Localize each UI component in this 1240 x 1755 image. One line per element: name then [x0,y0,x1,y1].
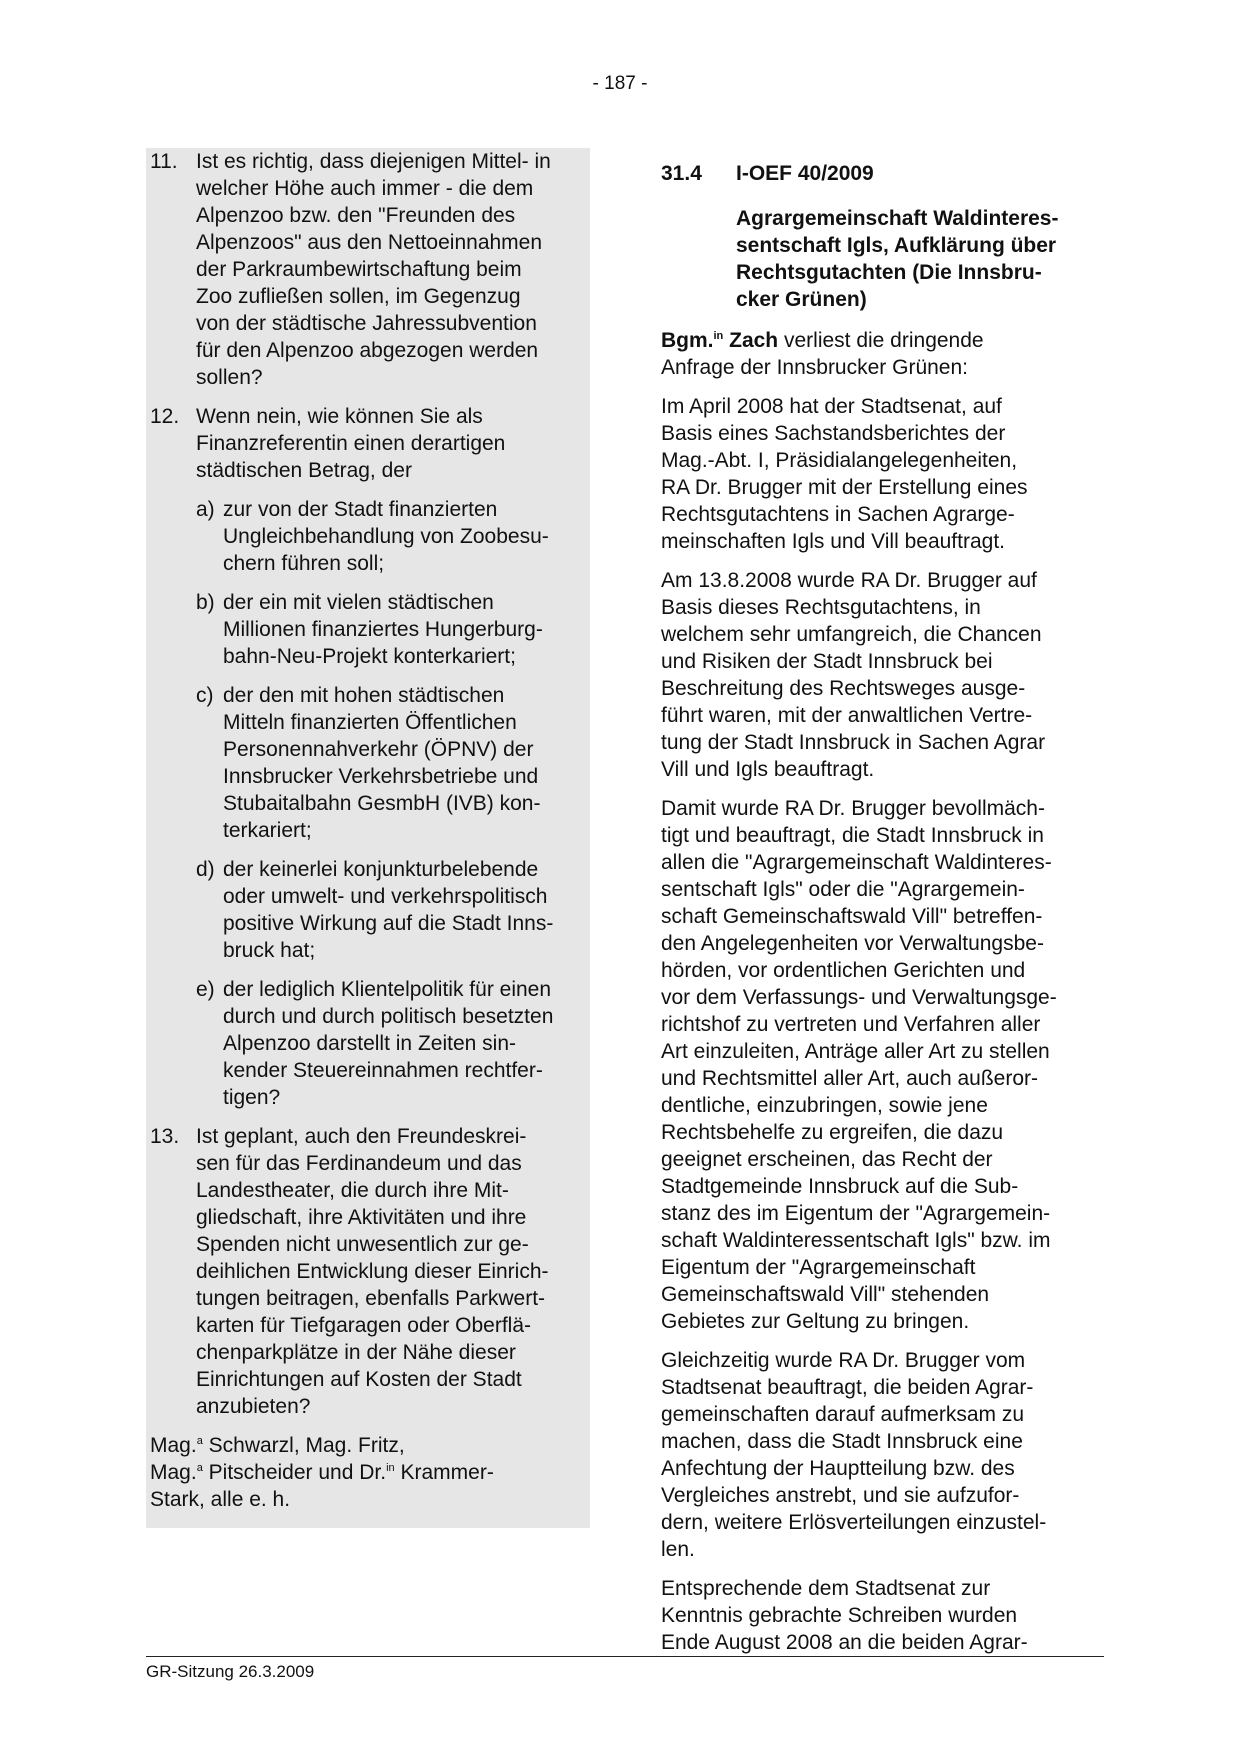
text-line: der lediglich Klientelpolitik für einen [223,978,552,1001]
text-line: chenparkplätze in der Nähe dieser [196,1341,516,1364]
signatory-line: Stark, alle e. h. [150,1488,291,1511]
text-line: sollen? [196,366,263,389]
text-line: len. [661,1538,695,1561]
text-line: RA Dr. Brugger mit der Erstellung eines [661,476,1028,499]
sub-item-letter: d) [196,858,215,881]
signatories [150,1432,590,1513]
question-13 [146,1123,590,1420]
text-line: und Risiken der Stadt Innsbruck bei [661,650,993,673]
text-line: Mitteln finanzierten Öffentlichen [223,711,517,734]
text-line: Ist es richtig, dass diejenigen Mittel- in [196,150,551,173]
paragraph [661,393,1101,555]
text-line: durch und durch politisch besetzten [223,1005,554,1028]
text-line: Stadtgemeinde Innsbruck auf die Sub- [661,1175,1019,1198]
text-line: städtischen Betrag, der [196,459,412,482]
text-line: Landestheater, die durch ihre Mit- [196,1179,509,1202]
text-line: hörden, vor ordentlichen Gerichten und [661,959,1026,982]
text-line: vor dem Verfassungs- und Verwaltungsge- [661,986,1057,1009]
text-line: meinschaften Igls und Vill beauftragt. [661,530,1005,553]
text-line: Im April 2008 hat der Stadtsenat, auf [661,395,1002,418]
text-line: stanz des im Eigentum der "Agrargemein- [661,1202,1051,1225]
paragraph [661,795,1101,1335]
sub-item-letter: b) [196,591,215,614]
text-line: Anfechtung der Hauptteilung bzw. des [661,1457,1015,1480]
text-line: tung der Stadt Innsbruck in Sachen Agrar [661,731,1046,754]
paragraph [661,567,1101,783]
sub-item-b [196,589,584,670]
text-line: Spenden nicht unwesentlich zur ge- [196,1233,529,1256]
text-fragment: Schwarzl, Mag. Fritz, [202,1434,405,1457]
text-line: Alpenzoo bzw. den "Freunden des [196,204,516,227]
text-line: deihlichen Entwicklung dieser Einrich- [196,1260,549,1283]
text-line: Rechtsgutachtens in Sachen Agrarge- [661,503,1015,526]
text-line: kender Steuereinnahmen rechtfer- [223,1059,543,1082]
text-line: führt waren, mit der anwaltlichen Vertre- [661,704,1033,727]
text-line: cker Grünen) [736,288,867,311]
text-line: Vill und Igls beauftragt. [661,758,875,781]
inquiry-questions-box [146,148,590,1528]
superscript: a [196,1462,203,1474]
text-line: sentschaft Igls, Aufklärung über [736,234,1057,257]
sub-item-letter: c) [196,684,214,707]
footer-divider [146,1656,1104,1657]
text-line: Agrargemeinschaft Waldinteres- [736,207,1059,230]
text-line: Finanzreferentin einen derartigen [196,432,506,455]
question-11 [146,148,590,391]
text-line: Eigentum der "Agrargemeinschaft [661,1256,976,1279]
text-line: der Parkraumbewirtschaftung beim [196,258,522,281]
intro-paragraph [661,327,1101,381]
section-number: 31.4 [661,162,702,185]
text-line: tigt und beauftragt, die Stadt Innsbruck in [661,824,1044,847]
text-line: Alpenzoo darstellt in Zeiten sin- [223,1032,516,1055]
text-line: gliedschaft, ihre Aktivitäten und ihre [196,1206,527,1229]
paragraph [661,1347,1101,1563]
text-line: Ist geplant, auch den Freundeskrei- [196,1125,527,1148]
agenda-section [661,160,1101,1656]
sub-item-d [196,856,584,964]
text-line: der ein mit vielen städtischen [223,591,494,614]
text-fragment: Mag. [150,1434,197,1457]
text-fragment: Mag. [150,1461,197,1484]
question-text [196,403,590,1111]
sub-item-c [196,682,584,844]
text-line: dern, weitere Erlösverteilungen einzustel- [661,1511,1047,1534]
text-line: schaft Waldinteressentschaft Igls" bzw. im [661,1229,1051,1252]
text-line: zur von der Stadt finanzierten [223,498,498,521]
text-line: welchem sehr umfangreich, die Chancen [661,623,1042,646]
text-line: der den mit hohen städtischen [223,684,505,707]
text-line: karten für Tiefgaragen oder Oberflä- [196,1314,532,1337]
text-line: Gleichzeitig wurde RA Dr. Brugger vom [661,1349,1026,1372]
text-line: Kenntnis gebrachte Schreiben wurden [661,1604,1018,1627]
text-line: richtshof zu vertreten und Verfahren aller [661,1013,1041,1036]
sub-item-a [196,496,584,577]
text-line: Millionen finanziertes Hungerburg- [223,618,543,641]
text-line: Am 13.8.2008 wurde RA Dr. Brugger auf [661,569,1037,592]
question-12 [146,403,590,1111]
superscript: in [386,1462,395,1474]
text-line: Einrichtungen auf Kosten der Stadt [196,1368,522,1391]
text-line: Gemeinschaftswald Vill" stehenden [661,1283,990,1306]
text-line: bruck hat; [223,939,316,962]
text-line: tungen beitragen, ebenfalls Parkwert- [196,1287,546,1310]
text-line: Stadtsenat beauftragt, die beiden Agrar- [661,1376,1034,1399]
text-line: Art einzuleiten, Anträge aller Art zu stellen [661,1040,1050,1063]
question-number: 11. [150,150,178,173]
text-line: Vergleiches anstrebt, und sie aufzufor- [661,1484,1020,1507]
text-line: welcher Höhe auch immer - die dem [196,177,534,200]
text-line: Basis eines Sachstandsberichtes der [661,422,1006,445]
text-line: gemeinschaften darauf aufmerksam zu [661,1403,1025,1426]
section-title [736,205,1101,313]
text-line: Stubaitalbahn GesmbH (IVB) kon- [223,792,541,815]
text-line: Gebietes zur Geltung zu bringen. [661,1310,970,1333]
question-number: 12. [150,405,180,428]
text-line: bahn-Neu-Projekt konterkariert; [223,645,516,668]
signatory-line [150,1459,590,1486]
section-heading [661,160,1101,187]
text-line: machen, dass die Stadt Innsbruck eine [661,1430,1023,1453]
speaker: Bgm. [661,329,714,352]
text-line: von der städtische Jahressubvention [196,312,537,335]
paragraph [661,1575,1101,1656]
sub-item-letter: a) [196,498,215,521]
footer-session-date: GR-Sitzung 26.3.2009 [146,1662,315,1681]
text-line: Anfrage der Innsbrucker Grünen: [661,356,969,379]
text-line: Zoo zufließen sollen, im Gegenzug [196,285,521,308]
text-line: Innsbrucker Verkehrsbetriebe und [223,765,539,788]
text-fragment: Pitscheider und Dr. [202,1461,387,1484]
text-line: Mag.-Abt. I, Präsidialangelegenheiten, [661,449,1018,472]
text-line: geeignet erscheinen, das Recht der [661,1148,993,1171]
text-line: terkariert; [223,819,312,842]
text-line: allen die "Agrargemeinschaft Waldinteres- [661,851,1052,874]
section-code: I-OEF 40/2009 [736,162,874,185]
text-line: Wenn nein, wie können Sie als [196,405,483,428]
text-line: Ende August 2008 an die beiden Agrar- [661,1631,1028,1654]
text-line: dentliche, einzubringen, sowie jene [661,1094,988,1117]
text-line: Basis dieses Rechtsgutachtens, in [661,596,981,619]
text-line: positive Wirkung auf die Stadt Inns- [223,912,554,935]
text-line: tigen? [223,1086,281,1109]
text-line: Beschreitung des Rechtsweges ausge- [661,677,1026,700]
text-line: der keinerlei konjunkturbelebende [223,858,539,881]
text-line: den Angelegenheiten vor Verwaltungsbe- [661,932,1044,955]
text-line: oder umwelt- und verkehrspolitisch [223,885,548,908]
text-line: schaft Gemeinschaftswald Vill" betreffen- [661,905,1043,928]
question-number: 13. [150,1125,180,1148]
text-line: Ungleichbehandlung von Zoobesu- [223,525,549,548]
text-line: sentschaft Igls" oder die "Agrargemein- [661,878,1025,901]
speaker-name: Zach [723,329,779,352]
superscript: a [196,1435,203,1447]
text-fragment: Krammer- [394,1461,494,1484]
text-fragment: verliest die dringende [778,329,984,352]
question-text [196,148,590,391]
text-line: Personennahverkehr (ÖPNV) der [223,738,534,761]
text-line: Alpenzoos" aus den Nettoeinnahmen [196,231,543,254]
text-line: Entsprechende dem Stadtsenat zur [661,1577,991,1600]
text-line: sen für das Ferdinandeum und das [196,1152,522,1175]
text-line: Rechtsbehelfe zu ergreifen, die dazu [661,1121,1004,1144]
question-text [196,1123,590,1420]
text-line: Damit wurde RA Dr. Brugger bevollmäch- [661,797,1045,820]
sub-item-letter: e) [196,978,215,1001]
sub-item-e [196,976,584,1111]
page-number: - 187 - [592,73,648,94]
text-line [661,327,1101,354]
text-line: anzubieten? [196,1395,311,1418]
text-line: Rechtsgutachten (Die Innsbru- [736,261,1042,284]
text-line: chern führen soll; [223,552,385,575]
superscript: in [713,330,724,342]
signatory-line [150,1432,590,1459]
text-line: für den Alpenzoo abgezogen werden [196,339,539,362]
text-line: und Rechtsmittel aller Art, auch außeror- [661,1067,1038,1090]
